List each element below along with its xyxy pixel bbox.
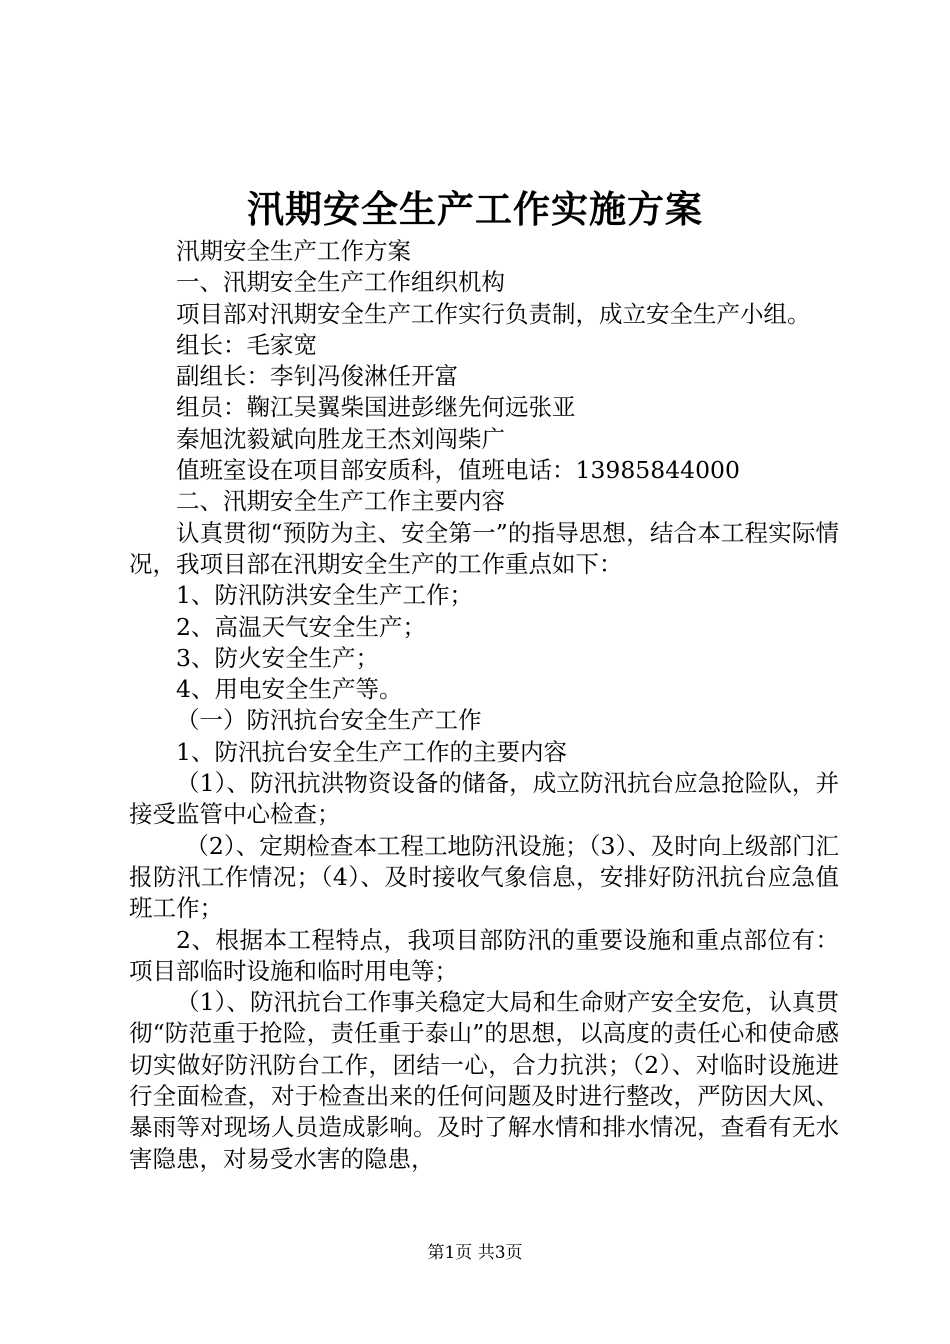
list-item: 1、防汛防洪安全生产工作； — [176, 581, 473, 610]
paragraph: 值班室设在项目部安质科，值班电话：13985844000 — [176, 456, 740, 485]
section-heading: 一、汛期安全生产工作组织机构 — [176, 268, 505, 297]
paragraph: （2）、定期检查本工程工地防汛设施；（3）、及时向上级部门汇报防汛工作情况；（4）、及时接收气象信息，安排好防汛抗台应急值班工作； — [129, 831, 839, 923]
section-heading: （一）防汛抗台安全生产工作 — [176, 706, 482, 735]
paragraph: 组长：毛家宽 — [176, 330, 317, 359]
paragraph: 秦旭沈毅斌向胜龙王杰刘闯柴广 — [176, 424, 505, 453]
list-item: 3、防火安全生产； — [176, 643, 379, 672]
paragraph: 认真贯彻“预防为主、安全第一”的指导思想，结合本工程实际情况，我项目部在汛期安全生产的工作重点如下： — [129, 518, 839, 578]
page-number-footer: 第1页 共3页 — [427, 1243, 523, 1263]
document-body — [129, 236, 839, 1175]
paragraph: （1）、防汛抗洪物资设备的储备，成立防汛抗台应急抢险队，并接受监管中心检查； — [129, 769, 839, 829]
paragraph: 2、根据本工程特点，我项目部防汛的重要设施和重点部位有：项目部临时设施和临时用电等； — [129, 925, 839, 985]
paragraph: 1、防汛抗台安全生产工作的主要内容 — [176, 737, 567, 766]
list-item: 4、用电安全生产等。 — [176, 675, 403, 704]
section-heading: 二、汛期安全生产工作主要内容 — [176, 487, 505, 516]
paragraph: 副组长：李钊冯俊淋任开富 — [176, 362, 458, 391]
paragraph: 组员：鞠江吴翼柴国进彭继先何远张亚 — [176, 393, 576, 422]
paragraph: 汛期安全生产工作方案 — [176, 237, 411, 265]
paragraph: 项目部对汛期安全生产工作实行负责制，成立安全生产小组。 — [176, 299, 811, 328]
list-item: 2、高温天气安全生产； — [176, 612, 426, 641]
document-title: 汛期安全生产工作实施方案 — [247, 187, 703, 231]
paragraph: （1）、防汛抗台工作事关稳定大局和生命财产安全安危，认真贯彻“防范重于抢险，责任重于泰山”的思想，以高度的责任心和使命感切实做好防汛防台工作，团结一心，合力抗洪；（2）、对临时设施进行全面检查，对于检查出来的任何问题及时进行整改，严防因大风、暴雨等对现场人员造成影响。及时了解水情和排水情况，查看有无水害隐患，对易受水害的隐患， — [129, 988, 839, 1173]
